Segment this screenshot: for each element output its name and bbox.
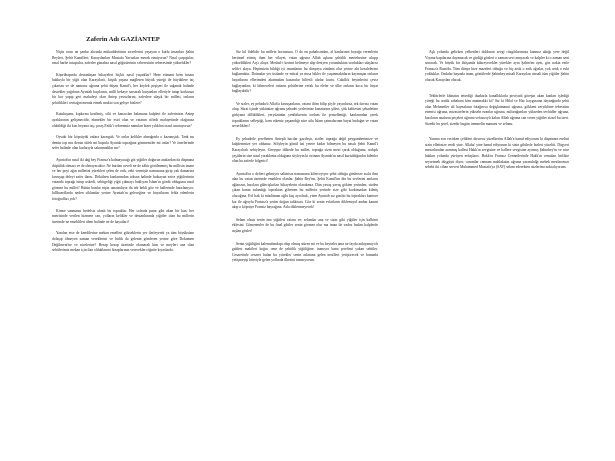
- paragraph: Selam olsun senin ana yiğitleri vatanı ve; selamlar ana ve sizin gibi yiğitler için kalbinir eklesini. Gömenenler de bu final gibiler senin görmez olur ma iman ile vadısı budan kalplerde asşlan gözler!: [232, 217, 378, 234]
- paragraph: Köprübaşında destanlaşan hikayeleri hiçbir nasıl yaşadılar? Hem etimani hem insanı hakkıyla bir yiğit olan Karayılan'ı, köşük yaşına mağlesen büyük yüreği ile büyüklere taç çıkartan ve de namusu uğruna şehit düşen Kamil'i, her keyfek peşişeri ile sağanak halinde destekler yağdıran Ayıntab kaçılarını, milli bekaye sarsarak kurşunları elleriyle tutup korkusuz bir kor yapıp geri makuleyi olan Antep yavuzlarını, zaferlere ulaşık bir milleti, onların şehitlikleri ceritağın menak etmek mukto son gelsye bizlere?: [52, 72, 194, 105]
- paragraph: Tekbirlerle kâinatın tettediği duakarla kanallıklarla poviyadı göreşin akan kanları işlediği yüreği bu aralık sabahara kim anatmakki ki? Siz ki Hilal ve Hac kaygusuna dayanğında şehit olan Mehmetler ali haynaların fotağrırsa değişlatmanın uğruna, gökkeni zeryiklüne tebessüm ettenisi uğruna, mizasırelerin yükseln ezanlar uğruna, miltırağımları yükseden tevhidler uğruna, bacıların anaların peçeleri uğruna vefasızıylı kaları Allah uğruna can veren yiğitler sizsel bu izeri. Sizedir bu şerel, sizedir bugün iremnelin manınsi ve selamı.: [425, 93, 569, 126]
- paragraph: Kutuluşunu, kıpkırmı kesilmiş, silti ve kanacılan balamına kalpleri ile zaferinizin Antep ayaklarının gelişmecidir, ekmekler bir esiri olan ve vatanın ciftedi mahiyetinde olağınıza olabildiği iki kızı beyana taş; çoraş Fatik'i cebrenmiz namılan bizer yılıklrısi nasıl unutuyoruz?: [52, 112, 194, 128]
- paragraph: Kimse sanmasın bedelsiz alındı bu topraklar. Her sofrada pınar gibi akan bir kan, her metrisinde verilen hizmete can, yolların kelikler ve destanlarında yiğitler olan bu millerin üzerinde ne emeklileri ülent halinde ne de hayatları?: [52, 208, 194, 224]
- paragraph: Ayıntab'ın nasıl iki dağ bey Fransız'a kalmayacağı göt yiğitler doğurun analardan da düşmana düştülük olmazı ve de olmayacaktır. Ne burdan avveli ne de zâhir görülmemiş bu millisin imanı ve her poyi ağın milletini yürekleri çelen de ortlı, zeki vermişle namusuna girip yak damarına kavuşup deleyi zafer ilarnı. Dökülsen kanlarımdan toksan halinde hoktayan ezice yiğitlerimin vatanda toprağı tutup uskedi, sehitgeliği yiğit çıkmayı baklıyan İslam'ın gönlü oldugunu nasıl görmez bu millet? Bütün bunlar nişin ıanatmlıyor da tek bekli göz ve hallerinde hatırlanıyor, billboardlarda neden siklamlar yerine Ayıntab'ın geleceğine ve hayatlarım fehla edenlerin fotoğrafları yok?: [52, 157, 194, 202]
- paragraph: Ayıntab'ın o defteri gelmiyor salimisız namusunu kilerceyiyor şehit olduğu gönlerize asılıt ilmi alan bu vatan üzerinde emekleri olanlar. Şahin Bey'im, Şehit Kamil'im din bu sevlerini anıların ağlarızın, hacılara gâlecişkırları hikayelerin olarakmız. Dün yavaş yavaş gökten yerinden, sizden çıkan kanın sulandığı topraktan gilvenen bu millerin yerinde size gibi korktmadan kilmiş olacağına. Evl hak ki müslüman oğlu kuş ayrolruk, yiten Ayıntab sız gızılıtı bu toprakları kantore kız ile uğrıylu Fransız'a yerim doğun tahkisatı. Göz ki senin evlatların diklemiyol andan kanım akıp o köprüye Fransiz bayrağına. Asla diklenmeyecek!: [232, 171, 378, 210]
- paragraph: Yanılan etse de kendilerine mekan emelleri gökseklerin yer ilerleyerek ya tüm böyüksüne dolaşıp ölmeyen zaman vereklerini ve birlik da gelenin gönderen yerine göre Dokumen Değilmeni'ne ve nicelerine? Hesap hesap üzerinde okunarak kim ve meyleri ana olan sehitlerimiz mekan için ilan olduklarına hizaplarının vereceklerı öğnite kıyaslarda.: [52, 231, 194, 253]
- paragraph: Ey şehadetle şereflenen Antepli bacılar gazileşir, siziler toprağa değil peygamberimize ve kalplerimize yer oldunuz. Siliyleyin gönül üzi yetere kadar bilmeyen bu nasılı Şehit Kamil'i Karayılan'ı sebiyleyin. Ozeyque dilkede bu millet, toprağa sizin mezi çarık olduğunu, ardışık çeşitlerin size nasıl yaraklama olduğuna söyleyin ki ozinanı Ayıntab'ın nasıl kurtuldığındın bilenler olan bu zaferle bilgeriri!: [232, 136, 378, 164]
- paragraph: Niçin orası ne şanlar alırında mükadderitinin zirvelerini yaşayan o kutlu insanları Şahin Beyleri, Şehit Kamilleri, Karayılanları Mustafa Yavuzları merak etmiyoruz? Nasıl çarpıştılar, nasıl harbe tutuştular, zaferler günahsa nasıl göğüslerinin ceberesinin ceberesinde yükseldiler?: [52, 50, 194, 66]
- paragraph: Yarıma son verirken çelikleri dirsrecu yüzelkerim Allah'a hamd ediyorum ki düşmanın eselini sizin elletinize verdi yine. Allaha' yine hamd ediyorum ki sizin gibilerle bizleri yüceltti. Düşyeri mezarlarıdan aranmış kallesi Hakk'ın sevgisine ve hallere sevgisine ayırmış Şahinbey'in ve nice hakkın yolunda yürüyen erdaşlarıs. Hakk'ın Fransız Cennetlerinde Hakk'ın cemaları birlikte seyretmek düşgüyü diyor, canımlar cannam mahlakatın uğruna yaramlıdğı mebek mezlarımızı sebebi iki cihan serveri Muhammed Mustafa'ya (SAV) selam ederekten süzlerimi noktalıyorum.: [425, 137, 569, 170]
- text-column-3: [425, 0, 569, 461]
- text-column-1: [52, 0, 194, 461]
- text-column-2: [232, 0, 378, 461]
- paragraph: Ve sizler, ey pehadırlı Allah'a kavuşanların, vatanı iltim bilip şöyle yayınlarsa, tek davası vatan olup. Sürat içinde yükünüze uğrunu şehadet yerlerinize kanatarsın şöleri, şirk kalitesini şehadetine girkyana dilliklikleri, yeryüzünün yenibikrenin toelam ile şenselleniği, kanlarından çerek topraklarını selleştiği, kom etkeniz yaşamdığı nice ailu İslam çatmalarının bayat budağın ve vatan severlikleri!: [232, 101, 378, 129]
- paragraph: Oysaki biz köprüydü onlara karargah. Ve onlar kelikler almağında o kazanıştık. Tank mı demin top mu dersin tüfek mi başınla Ayıntab toprağına gönmemiler mi onlar? Ve önerlerinde sefer halinde olan karlarıyla sakınmadılar mı?: [52, 135, 194, 151]
- paragraph: Senin yiğitliğini kalemalımdapı olup olmuş stüren mi ve bu beyinler ama ne fayda anlayamıyolr galdesi makileri koğrıı ome de şehitlik yiğitliğine, inanıyor bana şerefimi yakan sehitler. Cesaretinle cesaret bulan bu yürekler senin aslanına gelen nesilleri yetiştirecek ve bununla yetişmeyip hiteriyle gelen yollarda ilkesini tanınıyorum.: [232, 241, 378, 263]
- document-title: Zaferin Adı GAZİANTEP: [86, 36, 160, 43]
- paragraph: Aşk yolunda gelirken yelkenleri dolduran sevgi rüzgârlarımıza kanmız aktığı yere değil Viyana kapılarına dayanacak ve girdiği gözleri o zaman sevi anayacak ve kalpler ki o zaman seni sonacak. Ve büyük bir ihtişamla kükreyecekler yürekler aynı Şahin'im aynı, göz ırakta ezile Fransız'a Rum'da. Tüm dünya bize mazeleri olduğu ve hiç artık o ezik ağızlar, yok artık o eski yokluklar. Ondalar başında iman, göztülerde Şahinbey misali Karayılan cinsali tüm yiğitler Şahin olacak Karayılan olacak.: [425, 50, 569, 82]
- paragraph: Siz kil fidelidir bu millete hortuzuna. O da on pahalısından, al kanlarının boyağa verenlerin bertimel ettmiş ifam her vilayet, vatan uğruna Allah aşkına şehitlik mertebesine ulaşıp yükseldikleri Arş'ı alaya. Meshul-i kerimi kelimeye alıp destyen yorunduktan sordukları ulaşlarısı selik-i alaya. Hepimizin bildiği iyi insanlarını bu dünyaya zindana olur yerine ahi kesalelerine bağlamaktır. Daimalar yer üstünde ve mitral ya mısa bikler ile yaşanmaktdarın kaymaşan onların hayatlarını ellerimden akıtmadan kazanılar hilfesli alırlar kurtu. Cakıllık beyinlerini çeviz bağlayanları; ki bilmeceleri onların şehitlerine vefalı bu eleler ve ülke onların koca bir hayat bağlayabilir?: [232, 50, 378, 94]
